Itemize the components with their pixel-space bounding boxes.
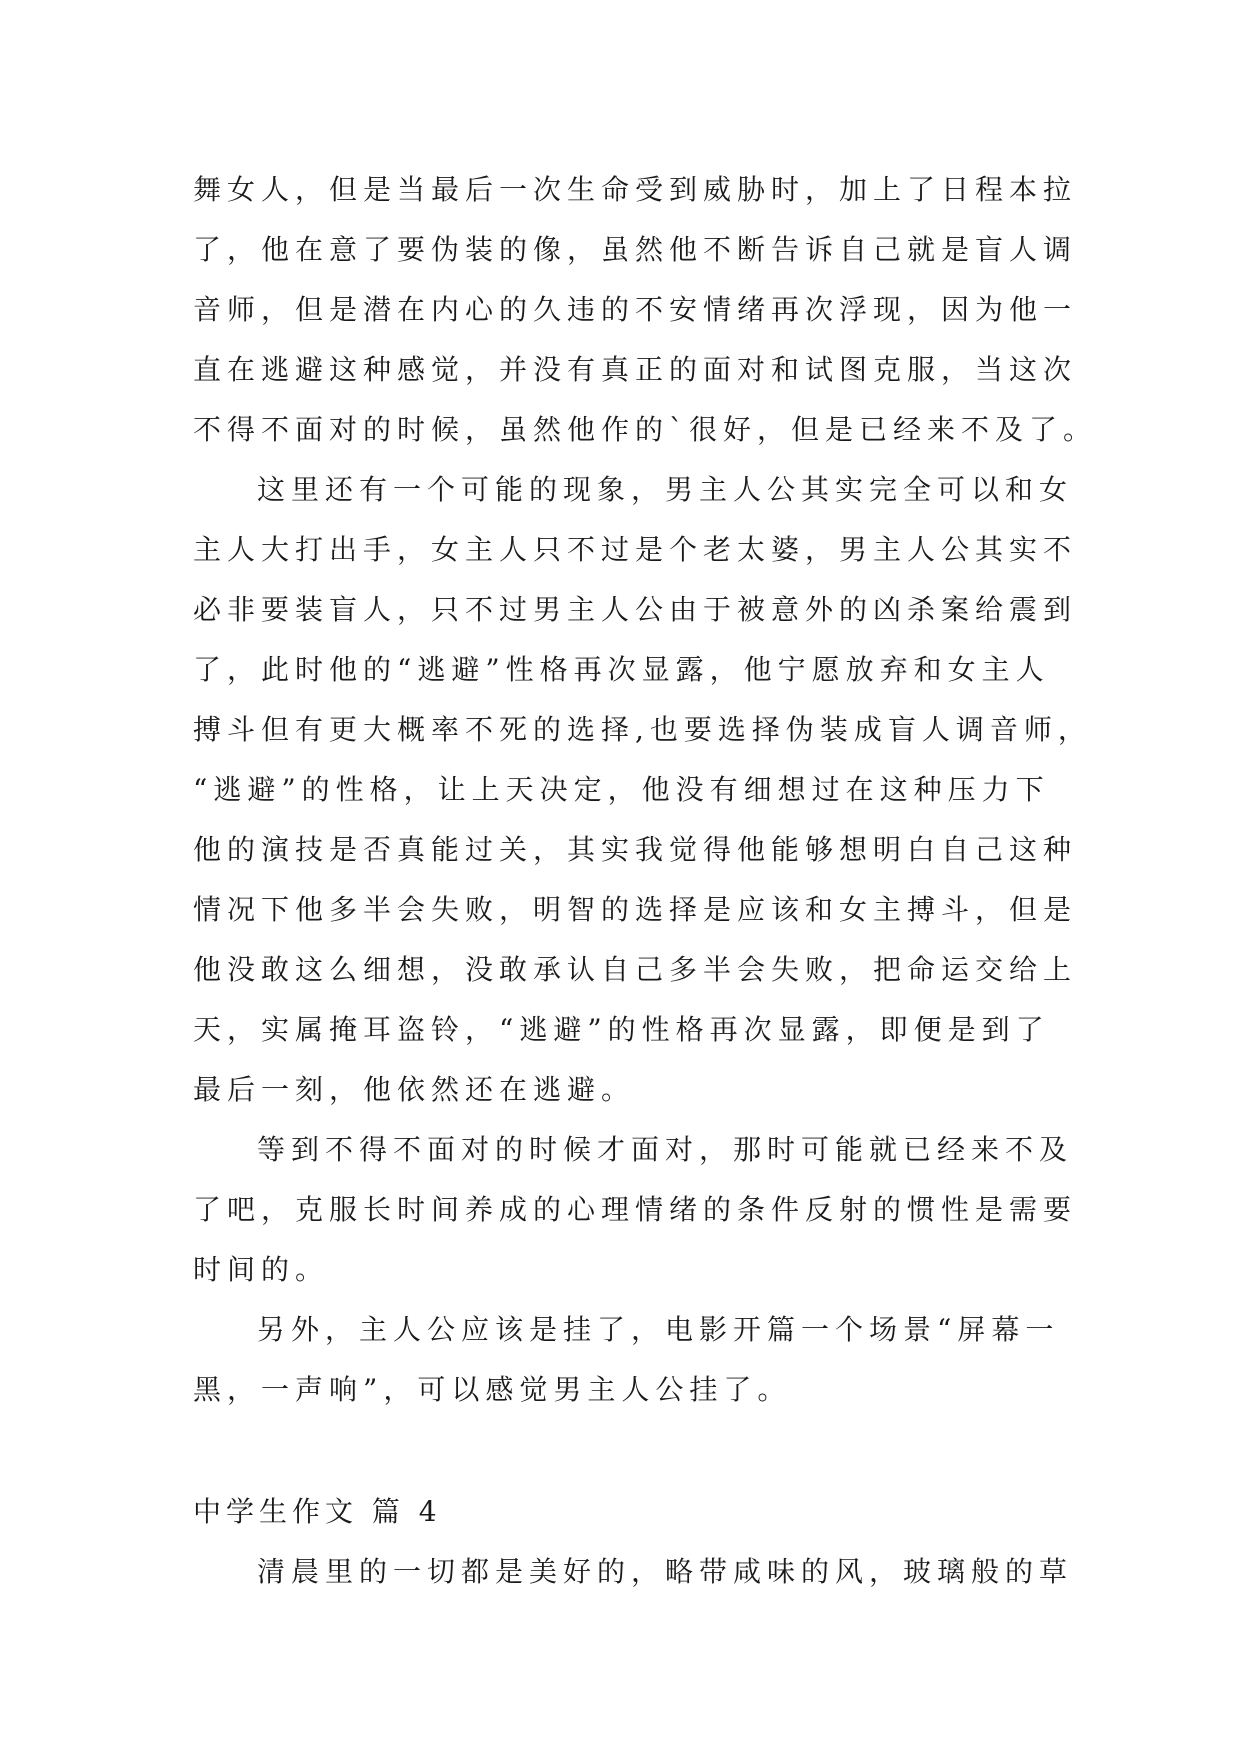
text-line: 时间的。 [193,1253,330,1286]
text-line: 他的演技是否真能过关，其实我觉得他能够想明白自己这种 [193,833,1078,866]
text-line: 他没敢这么细想，没敢承认自己多半会失败，把命运交给上 [193,953,1078,986]
paragraph-1 [193,160,1098,460]
text-line: 必非要装盲人，只不过男主人公由于被意外的凶杀案给震到 [193,593,1078,626]
text-line: 另外，主人公应该是挂了，电影开篇一个场景“屏幕一 [257,1313,1060,1346]
section-title: 中学生作文 篇 4 [193,1495,442,1528]
paragraph-3 [193,1120,1078,1300]
text-line: “逃避”的性格，让上天决定，他没有细想过在这种压力下 [193,773,1050,806]
text-line: 情况下他多半会失败，明智的选择是应该和女主搏斗，但是 [193,893,1078,926]
text-line: 直在逃避这种感觉，并没有真正的面对和试图克服，当这次 [193,353,1078,386]
text-line: 等到不得不面对的时候才面对，那时可能就已经来不及 [257,1133,1074,1166]
text-line: 了，他在意了要伪装的像，虽然他不断告诉自己就是盲人调 [193,233,1078,266]
text-line: 天，实属掩耳盗铃，“逃避”的性格再次显露，即便是到了 [193,1013,1050,1046]
text-line: 主人大打出手，女主人只不过是个老太婆，男主人公其实不 [193,533,1078,566]
text-line: 搏斗但有更大概率不死的选择,也要选择伪装成盲人调音师， [193,713,1092,746]
document-body [193,160,1098,1602]
text-line: 黑，一声响”，可以感觉男主人公挂了。 [193,1373,792,1406]
paragraph-2 [193,460,1092,1120]
text-line: 这里还有一个可能的现象，男主人公其实完全可以和女 [257,473,1074,506]
text-line: 了吧，克服长时间养成的心理情绪的条件反射的惯性是需要 [193,1193,1078,1226]
text-line: 最后一刻，他依然还在逃避。 [193,1073,636,1106]
text-line: 舞女人，但是当最后一次生命受到威胁时，加上了日程本拉 [193,173,1078,206]
paragraph-4 [193,1300,1060,1420]
section-spacer [193,1420,1053,1482]
text-line: 音师，但是潜在内心的久违的不安情绪再次浮现，因为他一 [193,293,1078,326]
text-line: 清晨里的一切都是美好的，略带咸味的风，玻璃般的草 [257,1555,1074,1588]
text-line: 了，此时他的“逃避”性格再次显露，他宁愿放弃和女主人 [193,653,1050,686]
text-line: 不得不面对的时候，虽然他作的`很好，但是已经来不及了。 [193,413,1098,446]
